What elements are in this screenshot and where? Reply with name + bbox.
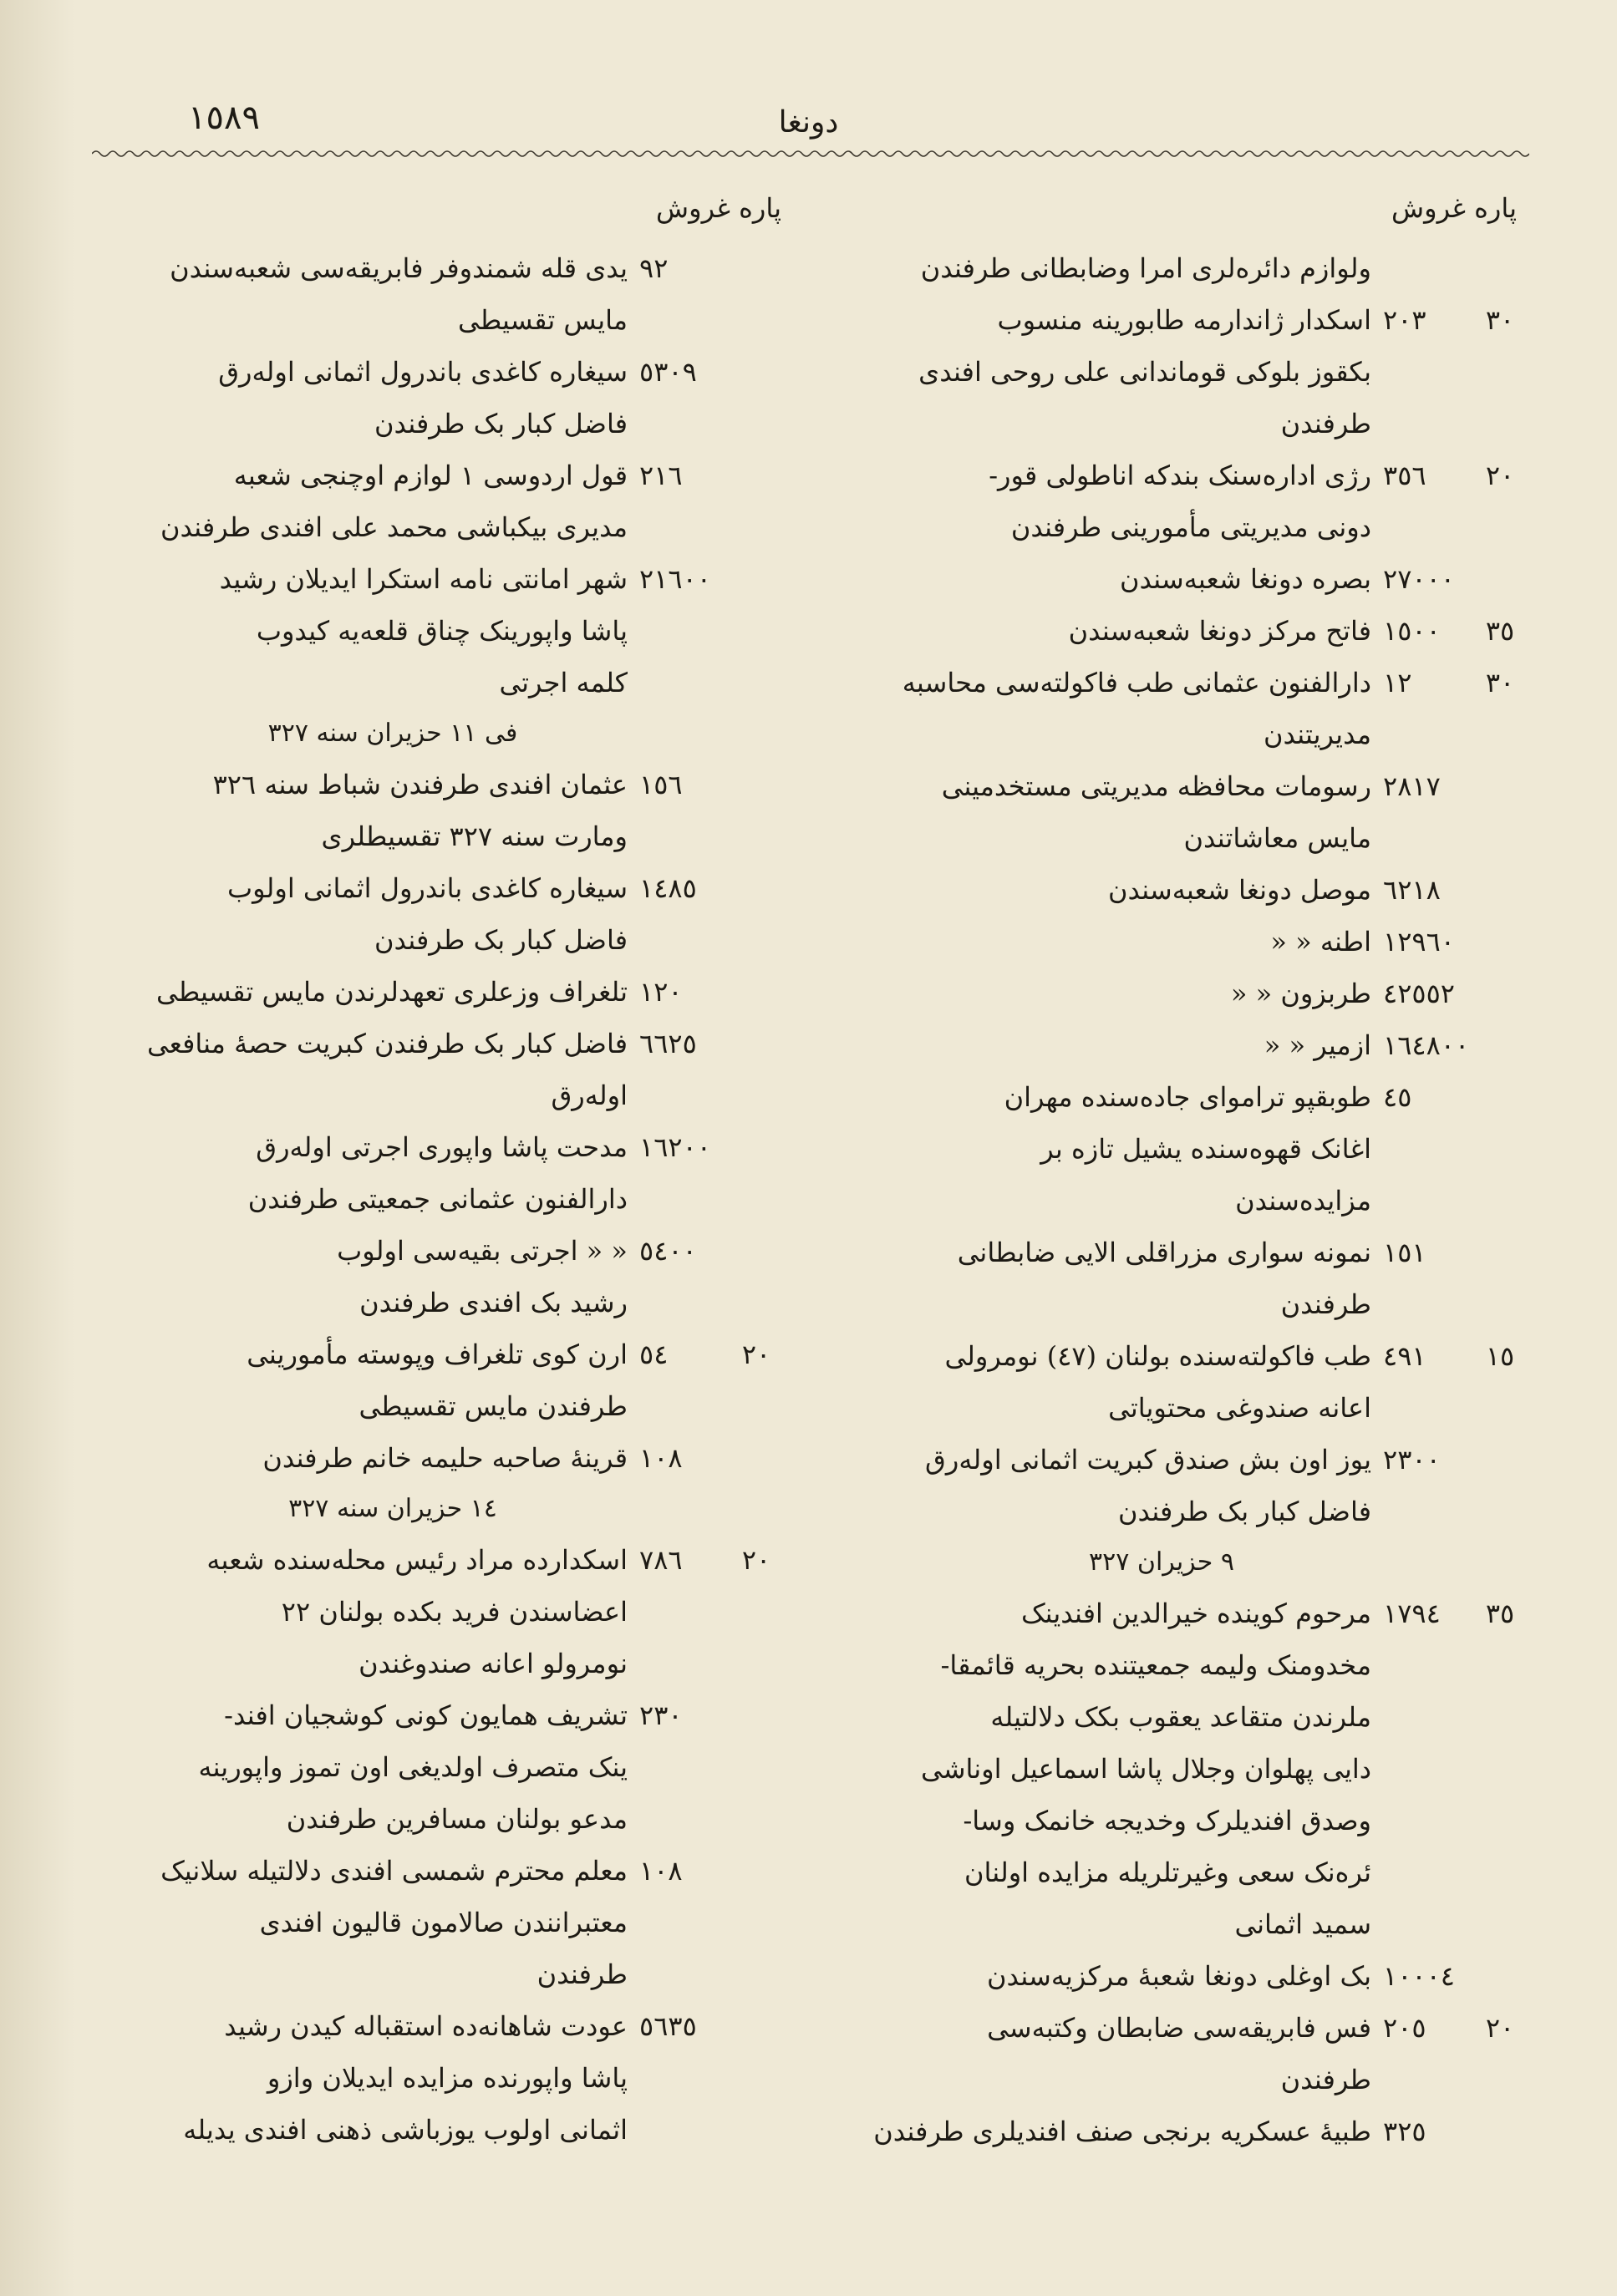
- entry-date: ٩ حزیران ٣٢٧: [1089, 1547, 1234, 1577]
- description-line: طوبقپو ترامواى جاده‌سنده مهران: [1004, 1081, 1371, 1113]
- ledger-column-right: [857, 242, 1525, 2157]
- description-line: وصدق افندیلرک وخدیجه خانمک وسا-: [963, 1805, 1371, 1836]
- description-line: معلم محترم شمسی افندی دلالتیله سلانیک: [160, 1855, 628, 1887]
- ledger-entry: [857, 864, 1525, 916]
- description-line: دایی پهلوان وجلال پاشا اسماعیل اوناشی: [921, 1753, 1371, 1785]
- description-line: نمونه سواری مزراقلی الایی ضابطانی: [957, 1237, 1371, 1268]
- amount-para: [731, 1689, 781, 1741]
- entry-amount: [639, 1121, 781, 1173]
- ledger-entry: [857, 553, 1525, 605]
- ledger-entry: [63, 1121, 781, 1225]
- amount-gurus: ٥٤: [639, 1338, 669, 1370]
- amount-para: [731, 862, 781, 914]
- description-line: سیغاره کاغدی باندرول اثمانی اولوب: [226, 872, 628, 904]
- description-line: اعانه صندوغی محتویاتی: [1108, 1392, 1371, 1424]
- entry-amount: [639, 553, 781, 605]
- amount-gurus: ١٥١: [1383, 1237, 1426, 1268]
- description-line: طرفندن: [1280, 408, 1371, 439]
- description-line: پاشا واپورینک چناق قلعه‌یه کیدوب: [256, 615, 628, 647]
- amount-gurus: ٦٦٢٥: [639, 1028, 697, 1059]
- description-line: عودت شاهانه‌ده استقباله کیدن رشید: [224, 2010, 628, 2042]
- amount-para: ٣٥: [1485, 615, 1515, 647]
- description-line: یدی قله شمندوفر فابریقه‌سی شعبه‌سندن: [170, 252, 628, 284]
- amount-gurus: ١٦٤٨٠٠: [1383, 1029, 1470, 1061]
- ledger-entry: [63, 1432, 781, 1484]
- description-line: طرفندن: [1280, 2064, 1371, 2095]
- amount-para: [731, 1845, 781, 1897]
- entry-description: [857, 2002, 1383, 2106]
- ledger-entry: [857, 968, 1525, 1019]
- ledger-entry: [857, 1587, 1525, 1950]
- ledger-entry: [857, 760, 1525, 864]
- description-line: فاضل کبار بک طرفندن کبریت حصهٔ منافعی: [146, 1028, 628, 1059]
- amount-gurus: ١٧٩٤: [1383, 1598, 1441, 1629]
- page-title: دونغا: [778, 105, 839, 140]
- entry-amount: [1383, 968, 1525, 1019]
- description-line: دونی مدیریتی مأمورینی طرفندن: [1010, 511, 1371, 543]
- entry-amount: [1383, 1587, 1525, 1639]
- description-line: ومارت سنه ٣٢٧ تقسیطلری: [321, 820, 628, 852]
- entry-amount: [639, 1534, 781, 1586]
- description-line: فس فابریقه‌سی ضابطان وکتبه‌سی: [987, 2012, 1371, 2044]
- amount-para: [731, 1432, 781, 1484]
- amount-para: [1475, 1227, 1525, 1278]
- column-heading-right: پاره غروش: [1391, 192, 1517, 224]
- entry-description: [857, 657, 1383, 760]
- amount-para: ٣٠: [1485, 667, 1515, 698]
- amount-para: ٢٠: [741, 1544, 771, 1576]
- ledger-entry: [857, 1950, 1525, 2002]
- description-line: مزایده‌سندن: [1235, 1185, 1371, 1217]
- entry-description: [63, 862, 639, 966]
- amount-para: [731, 346, 781, 398]
- entry-amount: [1383, 294, 1525, 346]
- description-line: عثمان افندی طرفندن شباط سنه ٣٢٦: [212, 769, 628, 800]
- entry-amount: [1383, 450, 1525, 501]
- description-line: دارالفنون عثمانی طب فاکولته‌سی محاسبه: [902, 667, 1371, 698]
- ledger-entry: [63, 1689, 781, 1845]
- entry-amount: [1383, 1071, 1525, 1123]
- amount-para: [731, 1225, 781, 1277]
- amount-gurus: ١٥٦: [639, 769, 683, 800]
- amount-gurus: ١٠٨: [639, 1855, 683, 1887]
- ledger-entry: [63, 862, 781, 966]
- description-line: اثمانی اولوب یوزباشی ذهنی افندی یدیله: [183, 2114, 628, 2146]
- amount-gurus: ٢٧٠٠٠: [1383, 563, 1455, 595]
- ledger-column-left: [63, 242, 781, 2156]
- entry-description: [857, 1071, 1383, 1227]
- ledger-entry: [63, 450, 781, 553]
- ledger-entry: [857, 2106, 1525, 2157]
- ledger-entry: [857, 605, 1525, 657]
- description-line: بک اوغلی دونغا شعبهٔ مرکزیه‌سندن: [987, 1960, 1371, 1992]
- entry-description: [63, 242, 639, 346]
- ledger-entry: [857, 916, 1525, 968]
- entry-description: [857, 294, 1383, 450]
- ledger-entry: [857, 294, 1525, 450]
- entry-amount: [639, 862, 781, 914]
- amount-para: ٣٠: [1485, 304, 1515, 336]
- entry-amount: [639, 1225, 781, 1277]
- amount-gurus: ١٠٠٠٤: [1383, 1960, 1455, 1992]
- entry-amount: [1383, 916, 1525, 968]
- entry-description: [857, 760, 1383, 864]
- amount-para: [731, 966, 781, 1018]
- entry-description: [63, 1225, 639, 1328]
- entry-description: [857, 1587, 1383, 1950]
- entry-description: [63, 450, 639, 553]
- header-wavy-rule: [92, 149, 1529, 159]
- column-heading-left: پاره غروش: [656, 192, 781, 224]
- entry-amount: [639, 1845, 781, 1897]
- description-line: دارالفنون عثمانی جمعیتی طرفندن: [247, 1183, 628, 1215]
- entry-amount: [639, 759, 781, 810]
- description-line: بکقوز بلوکی قوماندانی علی روحی افندی: [918, 356, 1371, 388]
- ledger-entry: [63, 1328, 781, 1432]
- ledger-entry: [857, 657, 1525, 760]
- amount-gurus: ١٢٠: [639, 976, 683, 1008]
- amount-gurus: ١٢: [1383, 667, 1412, 698]
- description-line: نومرولو اعانه صندوغندن: [358, 1648, 628, 1679]
- amount-gurus: ١٠٨: [639, 1442, 683, 1474]
- description-line: اسکدار ژاندارمه طابورینه منسوب: [997, 304, 1371, 336]
- entry-description: [857, 242, 1383, 294]
- description-line: یوز اون بش صندق کبریت اثمانی اوله‌رق: [925, 1444, 1371, 1476]
- ledger-entry: [857, 1019, 1525, 1071]
- description-line: طرفندن: [536, 1958, 628, 1990]
- amount-para: [731, 242, 781, 294]
- entry-description: [63, 1018, 639, 1121]
- description-line: فاتح مرکز دونغا شعبه‌سندن: [1068, 615, 1371, 647]
- entry-amount: [639, 450, 781, 501]
- description-line: ارن کوی تلغراف وپوسته مأمورینی: [247, 1338, 628, 1370]
- entry-description: [857, 553, 1383, 605]
- entry-amount: [639, 1432, 781, 1484]
- amount-para: [1475, 2106, 1525, 2157]
- amount-para: [1475, 760, 1525, 812]
- description-line: پاشا واپورنده مزایده ایدیلان وازو: [267, 2062, 628, 2094]
- amount-gurus: ٥٤٠٠: [639, 1235, 697, 1267]
- amount-para: [731, 1018, 781, 1069]
- amount-gurus: ٩٢: [639, 252, 669, 284]
- ledger-entry: [857, 242, 1525, 294]
- description-line: طرفندن: [1280, 1288, 1371, 1320]
- ledger-entry: [63, 759, 781, 862]
- description-line: تلغراف وزعلری تعهدلرندن مایس تقسیطی: [156, 976, 628, 1008]
- amount-gurus: ٥٣٠٩: [639, 356, 697, 388]
- ledger-entry: [857, 1071, 1525, 1227]
- entry-amount: [1383, 1227, 1525, 1278]
- entry-description: [63, 346, 639, 450]
- amount-para: [1475, 864, 1525, 916]
- entry-description: [857, 916, 1383, 968]
- entry-description: [63, 1534, 639, 1689]
- entry-description: [63, 1689, 639, 1845]
- description-line: ئره‌نک سعی وغیرتلریله مزایده اولنان: [964, 1857, 1371, 1888]
- description-line: اطنه « «: [1270, 926, 1371, 958]
- description-line: ولوازم دائره‌لری امرا وضابطانی طرفندن: [920, 252, 1371, 284]
- ledger-entry: [63, 966, 781, 1018]
- amount-para: [1475, 916, 1525, 968]
- entry-description: [857, 1019, 1383, 1071]
- entry-amount: [1383, 1330, 1525, 1382]
- entry-description: [63, 1845, 639, 2000]
- amount-gurus: ٢٣٠: [639, 1699, 683, 1731]
- entry-description: [63, 553, 639, 709]
- ledger-entry: [857, 1434, 1525, 1537]
- entry-amount: [639, 1689, 781, 1741]
- amount-para: [1475, 1019, 1525, 1071]
- entry-description: [63, 1121, 639, 1225]
- amount-para: ٢٠: [1485, 460, 1515, 491]
- entry-description: [857, 2106, 1383, 2157]
- entry-amount: [1383, 1950, 1525, 2002]
- description-line: شهر امانتی نامه استکرا ایدیلان رشید: [219, 563, 628, 595]
- amount-gurus: ٤٥: [1383, 1081, 1412, 1113]
- entry-amount: [1383, 657, 1525, 709]
- entry-description: [63, 2000, 639, 2156]
- amount-para: ٢٠: [1485, 2012, 1515, 2044]
- amount-gurus: ١٥٠٠: [1383, 615, 1441, 647]
- description-line: اعضاسندن فرید بکده بولنان ٢٢: [281, 1596, 628, 1628]
- amount-para: [731, 553, 781, 605]
- ledger-entry: [63, 553, 781, 709]
- entry-amount: [639, 1018, 781, 1069]
- entry-amount: [639, 966, 781, 1018]
- entry-amount: [639, 2000, 781, 2052]
- amount-para: [731, 759, 781, 810]
- amount-gurus: ٢١٦: [639, 460, 683, 491]
- amount-para: ١٥: [1485, 1340, 1515, 1372]
- amount-gurus: ٥٦٣٥: [639, 2010, 697, 2042]
- entry-description: [857, 1434, 1383, 1537]
- description-line: طب فاکولته‌سنده بولنان (٤٧) نومرولی: [944, 1340, 1371, 1372]
- description-line: اسکدارده مراد رئیس محله‌سنده شعبه: [206, 1544, 628, 1576]
- entry-description: [857, 1950, 1383, 2002]
- amount-gurus: ١٢٩٦٠: [1383, 926, 1455, 958]
- ledger-entry: [857, 1227, 1525, 1330]
- amount-para: [1475, 553, 1525, 605]
- description-line: مخدومنک ولیمه جمعیتنده بحریه قائمقا-: [940, 1649, 1371, 1681]
- entry-description: [857, 1330, 1383, 1434]
- ledger-entry: [857, 450, 1525, 553]
- description-line: قرینهٔ صاحبه حلیمه خانم طرفندن: [262, 1442, 628, 1474]
- amount-para: [1475, 1071, 1525, 1123]
- description-line: فاضل کبار بک طرفندن: [374, 924, 628, 956]
- ledger-entry: [63, 242, 781, 346]
- description-line: مدحت پاشا واپوری اجرتی اوله‌رق: [256, 1131, 628, 1163]
- description-line: طربزون « «: [1230, 978, 1371, 1009]
- entry-amount: [639, 1328, 781, 1380]
- amount-gurus: ٢٣٠٠: [1383, 1444, 1441, 1476]
- amount-gurus: ٦٢١٨: [1383, 874, 1441, 906]
- description-line: « « اجرتی بقیه‌سی اولوب: [337, 1235, 628, 1267]
- ledger-entry: [63, 2000, 781, 2156]
- amount-gurus: ١٦٢٠٠: [639, 1131, 711, 1163]
- entry-amount: [1383, 1019, 1525, 1071]
- amount-para: [731, 450, 781, 501]
- description-line: فاضل کبار بک طرفندن: [1118, 1496, 1371, 1527]
- amount-para: [731, 1121, 781, 1173]
- entry-amount: [1383, 553, 1525, 605]
- ledger-entry: [63, 1845, 781, 2000]
- description-line: مدیری بیکباشی محمد علی افندی طرفندن: [160, 511, 628, 543]
- amount-gurus: ٧٨٦: [639, 1544, 683, 1576]
- entry-description: [63, 759, 639, 862]
- description-line: اوله‌رق: [551, 1079, 628, 1111]
- ledger-entry: [63, 1018, 781, 1121]
- entry-date: فی ١١ حزیران سنه ٣٢٧: [267, 719, 518, 748]
- amount-gurus: ٤٢٥٥٢: [1383, 978, 1455, 1009]
- description-line: بصره دونغا شعبه‌سندن: [1119, 563, 1371, 595]
- description-line: کلمه اجرتی: [499, 667, 628, 698]
- entry-amount: [1383, 605, 1525, 657]
- description-line: طرفندن مایس تقسیطی: [358, 1390, 628, 1422]
- description-line: موصل دونغا شعبه‌سندن: [1107, 874, 1371, 906]
- entry-description: [857, 605, 1383, 657]
- amount-gurus: ٣٥٦: [1383, 460, 1426, 491]
- description-line: ازمیر « «: [1264, 1029, 1371, 1061]
- description-line: رسومات محافظه مدیریتی مستخدمینی: [941, 770, 1371, 802]
- amount-gurus: ٢٠٣: [1383, 304, 1426, 336]
- entry-amount: [1383, 1434, 1525, 1486]
- entry-amount: [639, 242, 781, 294]
- description-line: رژی اداره‌سنک بندکه اناطولی قور-: [989, 460, 1371, 491]
- amount-gurus: ١٤٨٥: [639, 872, 697, 904]
- entry-date: ١٤ حزیران سنه ٣٢٧: [288, 1494, 497, 1523]
- entry-description: [857, 864, 1383, 916]
- description-line: طبیهٔ عسکریه برنجی صنف افندیلری طرفندن: [873, 2116, 1371, 2147]
- ledger-entry: [63, 346, 781, 450]
- description-line: اغانک قهوه‌سنده یشیل تازه بر: [1040, 1133, 1371, 1165]
- description-line: قول اردوسی ١ لوازم اوچنجی شعبه: [233, 460, 628, 491]
- amount-gurus: ٤٩١: [1383, 1340, 1426, 1372]
- entry-description: [63, 966, 639, 1018]
- amount-para: ٣٥: [1485, 1598, 1515, 1629]
- description-line: تشریف همایون کونی کوشجیان افند-: [224, 1699, 628, 1731]
- entry-description: [63, 1328, 639, 1432]
- amount-para: [1475, 1950, 1525, 2002]
- description-line: ملرندن متقاعد یعقوب بکک دلالتیله: [990, 1701, 1371, 1733]
- ledger-entry: [857, 2002, 1525, 2106]
- description-line: مایس معاشاتندن: [1183, 822, 1371, 854]
- entry-amount: [639, 346, 781, 398]
- description-line: مدعو بولنان مسافرین طرفندن: [286, 1803, 628, 1835]
- entry-description: [857, 968, 1383, 1019]
- amount-para: [731, 2000, 781, 2052]
- amount-gurus: ٢٠٥: [1383, 2012, 1426, 2044]
- description-line: فاضل کبار بک طرفندن: [374, 408, 628, 439]
- entry-amount: [1383, 2002, 1525, 2054]
- amount-para: [1475, 968, 1525, 1019]
- description-line: ینک متصرف اولدیغی اون تموز واپورینه: [198, 1751, 628, 1783]
- description-line: مدیریتندن: [1263, 719, 1371, 750]
- page-number: ١٥٨٩: [188, 99, 260, 137]
- amount-gurus: ٢٨١٧: [1383, 770, 1441, 802]
- amount-gurus: ٢١٦٠٠: [639, 563, 711, 595]
- entry-amount: [1383, 760, 1525, 812]
- description-line: سمید اثمانی: [1234, 1908, 1371, 1940]
- amount-para: ٢٠: [741, 1338, 771, 1370]
- description-line: معتبرانندن صالامون قالیون افندی: [259, 1907, 628, 1938]
- ledger-entry: [63, 1534, 781, 1689]
- description-line: رشید بک افندی طرفندن: [359, 1287, 628, 1318]
- entry-description: [857, 450, 1383, 553]
- entry-amount: [1383, 864, 1525, 916]
- entry-description: [63, 1432, 639, 1484]
- description-line: مرحوم کوینده خیرالدین افندینک: [1021, 1598, 1371, 1629]
- entry-amount: [1383, 2106, 1525, 2157]
- ledger-entry: [63, 1225, 781, 1328]
- amount-para: [1475, 1434, 1525, 1486]
- amount-gurus: ٣٢٥: [1383, 2116, 1426, 2147]
- ledger-entry: [857, 1330, 1525, 1434]
- entry-description: [857, 1227, 1383, 1330]
- description-line: مایس تقسیطی: [458, 304, 628, 336]
- description-line: سیغاره کاغدی باندرول اثمانی اوله‌رق: [218, 356, 628, 388]
